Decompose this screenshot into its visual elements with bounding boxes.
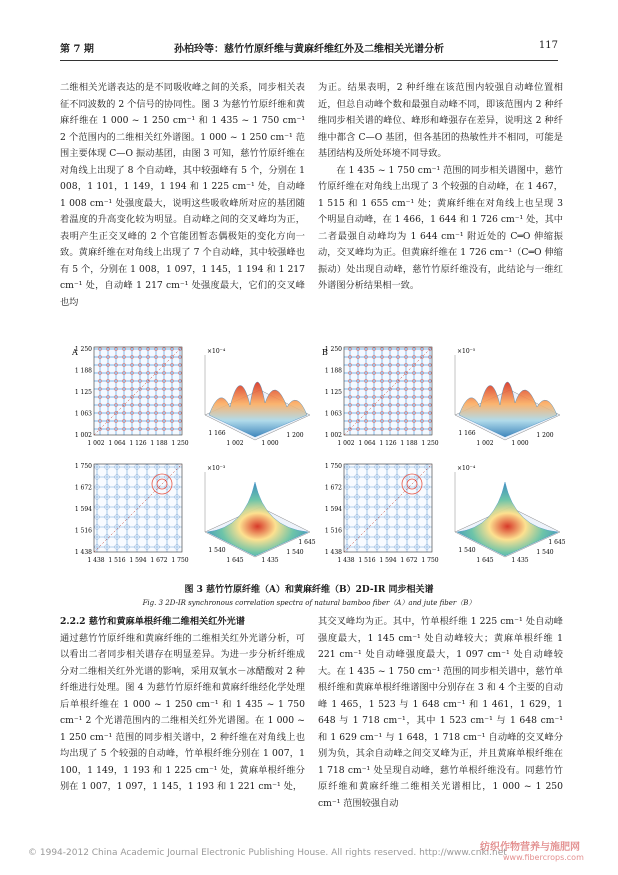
y-tick-label: 1 188 bbox=[74, 367, 92, 375]
y-tick-label: 1 672 bbox=[74, 484, 92, 492]
y-tick-label: 1 125 bbox=[74, 389, 92, 396]
figure-3 bbox=[60, 340, 565, 580]
x-tick-label: 1 188 bbox=[150, 440, 168, 447]
surface-mesh bbox=[457, 482, 558, 556]
issue-number: 第 7 期 bbox=[60, 44, 94, 55]
base-tick-label: 1 435 bbox=[511, 557, 529, 564]
z-exponent-label: ×10⁻⁵ bbox=[457, 348, 476, 355]
figure-panel-A-sync-1000 bbox=[71, 346, 189, 447]
base-tick-label: 1 645 bbox=[548, 539, 565, 546]
base-tick-label: 1 200 bbox=[536, 432, 554, 439]
x-tick-label: 1 438 bbox=[87, 557, 105, 564]
watermark-url: www.fibercrops.com bbox=[503, 853, 584, 862]
y-tick-label: 1 672 bbox=[324, 484, 342, 492]
text-column-bottom-left bbox=[60, 614, 305, 796]
text-column-top-left bbox=[60, 80, 305, 311]
x-tick-label: 1 594 bbox=[379, 557, 397, 564]
y-tick-label: 1 594 bbox=[74, 506, 92, 513]
paragraph: 通过慈竹竹原纤维和黄麻纤维的二维相关红外光谱分析，可以看出二者同步相关谱存在明显差异。为进一步分析纤维成分对二维相关红外光谱的影响，采用双氧水－冰醋酸对 2 种纤维进行处理。图 4 为慈竹竹原纤维和黄麻纤维经化学处理后单根纤维在 1 000 ~ 1 250 cm⁻¹ 和 1 435 ~ 1 750 cm⁻¹ 2 个光谱范围内的二维相关红外光谱图。在 1 000 ~ 1 250 cm⁻¹ 范围的同步相关谱中，2 种纤维在对角线上也均出现了 5 个较强的自动峰，竹单根纤维分别在 1 007，1 100，1 149，1 193 和 1 225 cm⁻¹ 处，黄麻单根纤维分别在 1 007，1 097，1 145，1 193 和 1 221 cm⁻¹ 处， bbox=[60, 632, 305, 792]
y-tick-label: 1 188 bbox=[324, 367, 342, 375]
figure-panel-A-3d-1000 bbox=[205, 348, 310, 447]
x-tick-label: 1 750 bbox=[171, 557, 189, 564]
base-tick-label: 1 000 bbox=[261, 440, 279, 447]
figure-panel-B-3d-1435 bbox=[455, 465, 565, 564]
y-tick-label: 1 594 bbox=[324, 506, 342, 513]
y-tick-label: 1 516 bbox=[74, 527, 92, 535]
x-tick-label: 1 002 bbox=[87, 440, 105, 447]
base-tick-label: 1 645 bbox=[476, 557, 494, 564]
text-column-bottom-right bbox=[318, 614, 563, 812]
y-tick-label: 1 438 bbox=[324, 549, 342, 556]
base-tick-label: 1 166 bbox=[458, 430, 476, 437]
y-tick-label: 1 063 bbox=[74, 410, 92, 418]
base-tick-label: 1 200 bbox=[286, 432, 304, 439]
y-tick-label: 1 125 bbox=[324, 389, 342, 396]
base-tick-label: 1 540 bbox=[286, 549, 304, 556]
base-tick-label: 1 002 bbox=[226, 440, 244, 447]
x-tick-label: 1 516 bbox=[108, 557, 126, 564]
section-heading: 2.2.2 慈竹和黄麻单根纤维二维相关红外光谱 bbox=[60, 616, 245, 627]
figure-panel-B-3d-1000 bbox=[455, 348, 560, 447]
x-tick-label: 1 438 bbox=[337, 557, 355, 564]
x-tick-label: 1 250 bbox=[421, 440, 439, 447]
figure-3-panels bbox=[60, 340, 565, 580]
panel-letter: A bbox=[72, 348, 78, 357]
z-exponent-label: ×10⁻⁴ bbox=[207, 348, 226, 355]
z-exponent-label: ×10⁻³ bbox=[207, 465, 226, 472]
x-tick-label: 1 064 bbox=[108, 440, 126, 447]
base-tick-label: 1 540 bbox=[458, 547, 476, 554]
figure-caption-en: Fig. 3 2D-IR synchronous correlation spectra of natural bamboo fiber（A）and jute fiber（B） bbox=[142, 599, 476, 607]
x-tick-label: 1 126 bbox=[379, 440, 397, 447]
header-rule bbox=[60, 60, 558, 61]
y-tick-label: 1 063 bbox=[324, 410, 342, 418]
figure-panel-B-sync-1435 bbox=[325, 463, 439, 564]
base-tick-label: 1 540 bbox=[208, 547, 226, 554]
y-tick-label: 1 750 bbox=[74, 463, 92, 470]
x-tick-label: 1 002 bbox=[337, 440, 355, 447]
base-tick-label: 1 000 bbox=[511, 440, 529, 447]
y-tick-label: 1 250 bbox=[324, 346, 342, 353]
x-tick-label: 1 750 bbox=[421, 557, 439, 564]
x-tick-label: 1 064 bbox=[358, 440, 376, 447]
y-tick-label: 1 750 bbox=[324, 463, 342, 470]
x-tick-label: 1 188 bbox=[400, 440, 418, 447]
base-tick-label: 1 645 bbox=[298, 539, 316, 546]
x-tick-label: 1 516 bbox=[358, 557, 376, 564]
x-tick-label: 1 672 bbox=[400, 557, 418, 564]
figure-panel-A-sync-1435 bbox=[75, 463, 189, 564]
paragraph: 为正。结果表明，2 种纤维在该范围内较强自动峰位置相近，但总自动峰个数和最强自动峰不同，即该范围内 2 种纤维同步相关谱的峰位、峰形和峰强存在差异，说明这 2 种纤维中都含 C—O 基团，但各基团的热敏性并不相同，可能是基团结构及所处环境不同导致。 bbox=[318, 82, 563, 159]
running-title: 孙柏玲等：慈竹竹原纤维与黄麻纤维红外及二维相关光谱分析 bbox=[174, 44, 444, 55]
y-tick-label: 1 002 bbox=[324, 432, 342, 439]
figure-panel-B-sync-1000 bbox=[322, 346, 439, 447]
figure-caption-cn: 图 3 慈竹竹原纤维（A）和黄麻纤维（B）2D-IR 同步相关谱 bbox=[184, 585, 434, 595]
text-column-top-right bbox=[318, 80, 563, 295]
paragraph: 在 1 435 ~ 1 750 cm⁻¹ 范围的同步相关谱图中，慈竹竹原纤维在对角线上出现了 3 个较强的自动峰，在 1 467，1 515 和 1 655 cm⁻¹ 处；黄麻纤维在对角线上也呈现 3 个明显自动峰，在 1 466，1 644 和 1 726 cm⁻¹ 处，其中二者最强自动峰均为 1 644 cm⁻¹ 附近处的 C═O 伸缩振动，交叉峰均为正。但黄麻纤维在 1 726 cm⁻¹（C═O 伸缩振动）处出现自动峰，慈竹竹原纤维没有，此结论与一维红外谱图分析结果相一致。 bbox=[318, 164, 563, 291]
x-tick-label: 1 594 bbox=[129, 557, 147, 564]
surface-mesh bbox=[209, 382, 307, 437]
y-tick-label: 1 516 bbox=[324, 527, 342, 535]
z-exponent-label: ×10⁻⁴ bbox=[457, 465, 476, 472]
base-tick-label: 1 002 bbox=[476, 440, 494, 447]
x-tick-label: 1 250 bbox=[171, 440, 189, 447]
x-tick-label: 1 672 bbox=[150, 557, 168, 564]
copyright-footer: © 1994-2012 China Academic Journal Electronic Publishing House. All rights reserved. http://www.cnki.net bbox=[28, 848, 507, 858]
surface-mesh bbox=[459, 382, 557, 437]
base-tick-label: 1 540 bbox=[536, 549, 554, 556]
paragraph: 二维相关光谱表达的是不同吸收峰之间的关系，同步相关表征不同波数的 2 个信号的协同性。图 3 为慈竹竹原纤维和黄麻纤维在 1 000 ~ 1 250 cm⁻¹ 和 1 435 ~ 1 750 cm⁻¹ 2 个范围内的二维相关红外谱图。1 000 ~ 1 250 cm⁻¹ 范围主要体现 C—O 振动基团，由图 3 可知，慈竹竹原纤维在对角线上出现了 8 个自动峰，其中较强峰有 5 个，分别在 1 008，1 101，1 149，1 194 和 1 225 cm⁻¹ 处，自动峰 1 008 cm⁻¹ 处强度最大，说明这些吸收峰所对应的基团随着温度的升高变化较为明显。自动峰之间的交叉峰均为正，表明产生正交叉峰的 2 个官能团暂态偶极矩的变化方向一致。黄麻纤维在对角线上出现了 7 个自动峰，其中较强峰也有 5 个，分别在 1 008，1 097，1 145，1 194 和 1 217 cm⁻¹ 处，自动峰 1 217 cm⁻¹ 处强度最大，它们的交叉峰也均 bbox=[60, 82, 305, 308]
y-tick-label: 1 250 bbox=[74, 346, 92, 353]
paragraph: 其交叉峰均为正。其中，竹单根纤维 1 225 cm⁻¹ 处自动峰强度最大，1 145 cm⁻¹ 处自动峰较大；黄麻单根纤维 1 221 cm⁻¹ 处自动峰强度最大，1 097 cm⁻¹ 处自动峰较大。在 1 435 ~ 1 750 cm⁻¹ 范围的同步相关谱中，慈竹单根纤维和黄麻单根纤维谱图中分别存在 3 和 4 个主要的自动峰 1 465，1 523 与 1 648 cm⁻¹ 和 1 461，1 629，1 648 与 1 718 cm⁻¹，其中 1 523 cm⁻¹ 与 1 648 cm⁻¹ 和 1 629 cm⁻¹ 与 1 648，1 718 cm⁻¹ 自动峰的交叉峰分别为负，其余自动峰之间交叉峰为正，并且黄麻单根纤维在 1 718 cm⁻¹ 处呈现自动峰，慈竹单根纤维没有。同慈竹竹原纤维和黄麻纤维二维相关光谱相比，1 000 ~ 1 250 cm⁻¹ 范围较强自动 bbox=[318, 616, 563, 809]
panel-letter: B bbox=[322, 348, 328, 357]
watermark-logo-text: 纺织作物营养与施肥网 bbox=[480, 842, 580, 853]
base-tick-label: 1 435 bbox=[261, 557, 279, 564]
figure-panel-A-3d-1435 bbox=[205, 465, 316, 564]
surface-mesh bbox=[207, 482, 308, 556]
y-tick-label: 1 438 bbox=[74, 549, 92, 556]
page-number: 117 bbox=[538, 40, 558, 51]
y-tick-label: 1 002 bbox=[74, 432, 92, 439]
x-tick-label: 1 126 bbox=[129, 440, 147, 447]
base-tick-label: 1 645 bbox=[226, 557, 244, 564]
running-header bbox=[60, 40, 558, 56]
base-tick-label: 1 166 bbox=[208, 430, 226, 437]
